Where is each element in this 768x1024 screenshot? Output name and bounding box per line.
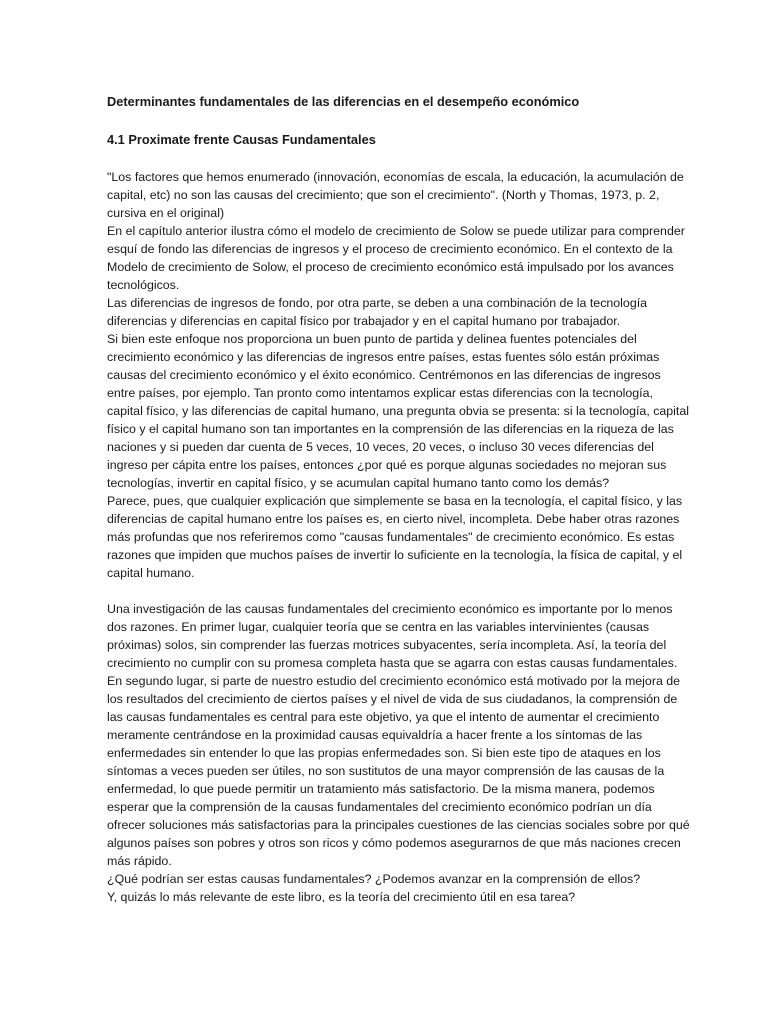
quote-paragraph: "Los factores que hemos enumerado (innovación, economías de escala, la educación, la acumulación de capital, etc) no son las causas del crecimiento; que son el crecimiento". (North y Thomas, 1973, p. 2, cursiva en el original): [107, 170, 684, 220]
paragraph-proximate-causes: Si bien este enfoque nos proporciona un buen punto de partida y delinea fuentes potenciales del crecimiento económico y las diferencias de ingresos entre países, estas fuentes sólo están próximas causas del crecimiento económico y el éxito económico. Centrémonos en las diferencias de ingresos entre países, por ejemplo. Tan pronto como intentamos explicar estas diferencias con la tecnología, capital físico, y las diferencias de capital humano, una pregunta obvia se presenta: si la tecnología, capital físico y el capital humano son tan importantes en la comprensión de las diferencias en la riqueza de las naciones y si pueden dar cuenta de 5 veces, 10 veces, 20 veces, o incluso 30 veces diferencias del ingreso per cápita entre los países, entonces ¿por qué es porque algunas sociedades no mejoran sus tecnologías, invertir en capital físico, y se acumulan capital humano tanto como los demás?: [107, 332, 690, 490]
paragraph-solow: En el capítulo anterior ilustra cómo el modelo de crecimiento de Solow se puede utilizar para comprender esquí de fondo las diferencias de ingresos y el proceso de crecimiento económico. En el contexto de la Modelo de crecimiento de Solow, el proceso de crecimiento económico está impulsado por los avances tecnológicos.: [107, 224, 685, 292]
paragraph-income-differences: Las diferencias de ingresos de fondo, por otra parte, se deben a una combinación de la tecnología diferencias y diferencias en capital físico por trabajador y en el capital humano por trabajador.: [107, 296, 648, 328]
paragraph-investigation: Una investigación de las causas fundamentales del crecimiento económico es importante por lo menos dos razones. En primer lugar, cualquier teoría que se centra en las variables intervinientes (causas próximas) solos, sin comprender las fuerzas motrices subyacentes, sería incompleta. Así, la teoría del crecimiento no cumplir con su promesa completa hasta que se agarra con estas causas fundamentales. En segundo lugar, si parte de nuestro estudio del crecimiento económico está motivado por la mejora de los resultados del crecimiento de ciertos países y el nivel de vida de sus ciudadanos, la comprensión de las causas fundamentales es central para este objetivo, ya que el intento de aumentar el crecimiento meramente centrándose en la proximidad causas equivaldría a hacer frente a los síntomas de las enfermedades sin entender lo que las propias enfermedades son. Si bien este tipo de ataques en los síntomas a veces pueden ser útiles, no son sustitutos de una mayor comprensión de las causas de la enfermedad, lo que puede permitir un tratamiento más satisfactorio. De la misma manera, podemos esperar que la comprensión de la causas fundamentales del crecimiento económico podrían un día ofrecer soluciones más satisfactorias para la principales cuestiones de las ciencias sociales sobre por qué algunos países son pobres y otros son ricos y cómo podemos asegurarnos de que más naciones crecen más rápido.: [107, 602, 690, 868]
section-heading: 4.1 Proximate frente Causas Fundamentales: [107, 132, 376, 147]
paragraph-gap: [107, 582, 691, 600]
document-title: Determinantes fundamentales de las diferencias en el desempeño económico: [107, 94, 580, 109]
document-page: [107, 92, 691, 906]
paragraph-question-2: Y, quizás lo más relevante de este libro, es la teoría del crecimiento útil en esa tarea?: [107, 890, 576, 904]
paragraph-question-1: ¿Qué podrían ser estas causas fundamentales? ¿Podemos avanzar en la comprensión de ellos?: [107, 872, 641, 886]
paragraph-deeper-reasons: Parece, pues, que cualquier explicación que simplemente se basa en la tecnología, el capital físico, y las diferencias de capital humano entre los países es, en cierto nivel, incompleta. Debe haber otras razones más profundas que nos referiremos como "causas fundamentales" de crecimiento económico. Es estas razones que impiden que muchos países de invertir lo suficiente en la tecnología, la física de capital, y el capital humano.: [107, 494, 683, 580]
